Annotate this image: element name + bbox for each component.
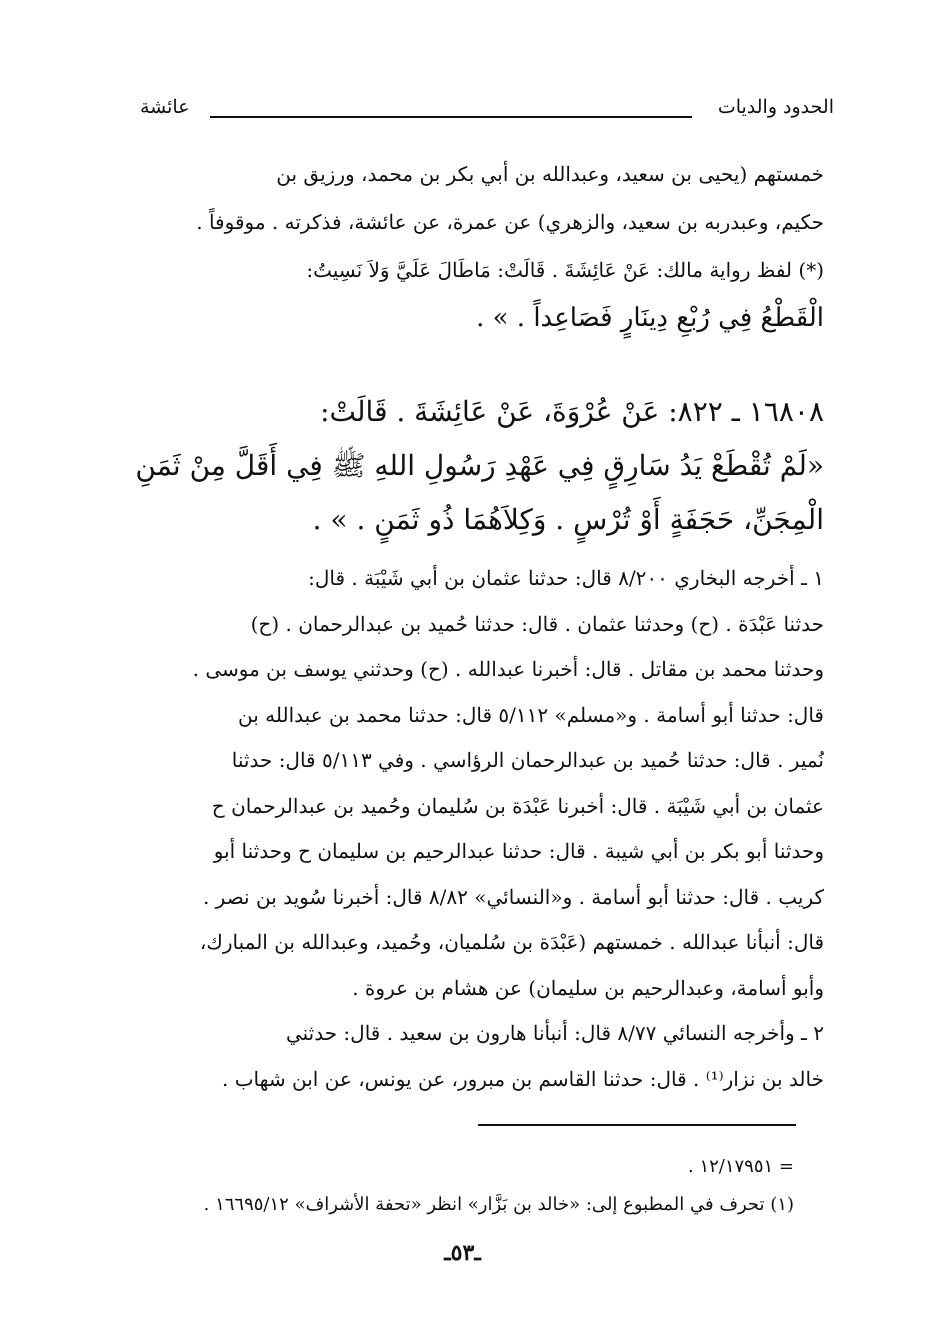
ref-line: نُمير . قال: حدثنا حُميد بن عبدالرحمان الرؤاسي . وفي ٥/١١٣ قال: حدثنا xyxy=(231,748,824,772)
text-line: (*) لفظ رواية مالك: عَنْ عَائِشَةَ . قَالَتْ: مَاطَالَ عَلَيَّ وَلاَ نَسِيتُ: xyxy=(306,258,824,282)
page-number: ـ٥٣ـ xyxy=(444,1240,481,1266)
hadith-line: ١٦٨٠٨ ـ ٨٢٢: عَنْ عُرْوَةَ، عَنْ عَائِشَةَ . قَالَتْ: xyxy=(320,395,824,428)
header-section-title: عائشة xyxy=(140,96,190,118)
ref-line: قال: حدثنا أبو أسامة . و«مسلم» ٥/١١٢ قال: حدثنا محمد بن عبدالله بن xyxy=(238,702,824,727)
references-paragraph xyxy=(132,556,824,1102)
ref-line: عثمان بن أبي شَيْبَة . قال: أخبرنا عَبْدَة بن سُليمان وحُميد بن عبدالرحمان ح xyxy=(211,793,824,818)
text-line: الْقَطْعُ فِي رُبْعِ دِينَارٍ فَصَاعِداً . » . xyxy=(476,303,824,333)
text-line: حكيم، وعبدربه بن سعيد، والزهري) عن عمرة، عن عائشة، فذكرته . موقوفاً . xyxy=(196,210,824,234)
text-line: خمستهم (يحيى بن سعيد، وعبدالله بن أبي بكر بن محمد، ورزيق بن xyxy=(276,162,824,186)
ref-line: خالد بن نزار⁽¹⁾ . قال: حدثنا القاسم بن مبرور، عن يونس، عن ابن شهاب . xyxy=(222,1066,824,1091)
header-rule xyxy=(210,116,692,118)
ref-line: وحدثنا محمد بن مقاتل . قال: أخبرنا عبدالله . (ح) وحدثني يوسف بن موسى . xyxy=(192,657,824,681)
footnote-rule xyxy=(478,1124,796,1126)
ref-line: ١ ـ أخرجه البخاري ٨/٢٠٠ قال: حدثنا عثمان بن أبي شَيْبَة . قال: xyxy=(308,566,824,590)
hadith-line: الْمِجَنِّ، حَجَفَةٍ أَوْ تُرْسٍ . وَكِلاَهُمَا ذُو ثَمَنٍ . » . xyxy=(312,503,824,536)
footnote-1: (١) تحرف في المطبوع إلى: «خالد بن بَزَّار» انظر «تحفة الأشراف» ١٦٦٩٥/١٢ . xyxy=(203,1194,794,1215)
ref-line: حدثنا عَبْدَة . (ح) وحدثنا عثمان . قال: حدثنا حُميد بن عبدالرحمان . (ح) xyxy=(250,611,824,636)
intro-paragraph xyxy=(132,150,824,342)
hadith-line: «لَمْ تُقْطَعْ يَدُ سَارِقٍ فِي عَهْدِ رَسُولِ اللهِ ﷺ فِي أَقَلَّ مِنْ ثَمَنِ xyxy=(135,449,824,482)
ref-line: كريب . قال: حدثنا أبو أسامة . و«النسائي» ٨/٨٢ قال: أخبرنا سُويد بن نصر . xyxy=(202,884,824,909)
header-chapter-title: الحدود والديات xyxy=(717,96,834,118)
ref-line: ٢ ـ وأخرجه النسائي ٨/٧٧ قال: أنبأنا هارون بن سعيد . قال: حدثني xyxy=(285,1021,824,1045)
footnote-continuation: = ١٢/١٧٩٥١ . xyxy=(687,1156,794,1177)
running-header xyxy=(140,90,834,130)
ref-line: وأبو أسامة، وعبدالرحيم بن سليمان) عن هشام بن عروة . xyxy=(352,975,824,1000)
ref-line: وحدثنا أبو بكر بن أبي شيبة . قال: حدثنا عبدالرحيم بن سليمان ح وحدثنا أبو xyxy=(213,839,824,863)
ref-line: قال: أنبأنا عبدالله . خمستهم (عَبْدَة بن سُلميان، وحُميد، وعبدالله بن المبارك، xyxy=(199,930,824,954)
hadith-text xyxy=(132,385,824,547)
